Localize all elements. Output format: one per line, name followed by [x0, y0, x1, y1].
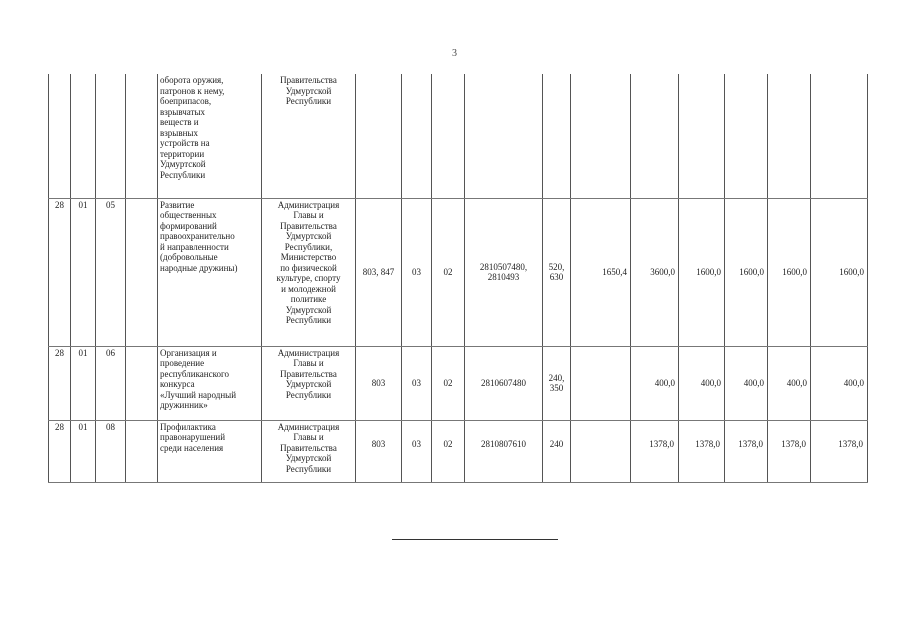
cell-grbs: 803 — [356, 420, 402, 482]
table-row — [49, 198, 868, 346]
cell-pp: 01 — [71, 346, 96, 420]
cell-value: 1600,0 — [768, 198, 811, 346]
cell-grbs — [356, 74, 402, 198]
cell-value — [631, 74, 679, 198]
cell-value — [571, 346, 631, 420]
cell-gp: 28 — [49, 420, 71, 482]
cell-m — [126, 74, 158, 198]
cell-vr: 240, 350 — [543, 346, 571, 420]
cell-value — [725, 74, 768, 198]
table-row — [49, 346, 868, 420]
cell-value: 1378,0 — [679, 420, 725, 482]
cell-gp — [49, 74, 71, 198]
cell-pr — [432, 74, 465, 198]
cell-value: 1600,0 — [725, 198, 768, 346]
cell-vr: 520, 630 — [543, 198, 571, 346]
cell-gp: 28 — [49, 346, 71, 420]
cell-description: Развитие общественных формирований правоохранительно й направленности (добровольные народные дружины) — [158, 198, 262, 346]
cell-description: оборота оружия, патронов к нему, боеприпасов, взрывчатых веществ и взрывных устройств на территории Удмуртской Республики — [158, 74, 262, 198]
cell-value — [571, 74, 631, 198]
table-row — [49, 420, 868, 482]
cell-rz: 03 — [402, 346, 432, 420]
cell-rz: 03 — [402, 420, 432, 482]
cell-rz — [402, 74, 432, 198]
cell-value: 1378,0 — [725, 420, 768, 482]
cell-pp — [71, 74, 96, 198]
cell-csr: 2810507480, 2810493 — [465, 198, 543, 346]
cell-value: 1378,0 — [811, 420, 868, 482]
cell-executor: Администрация Главы и Правительства Удмуртской Республики — [262, 420, 356, 482]
cell-csr: 2810607480 — [465, 346, 543, 420]
cell-value — [811, 74, 868, 198]
cell-vr — [543, 74, 571, 198]
cell-vr: 240 — [543, 420, 571, 482]
cell-csr — [465, 74, 543, 198]
cell-pr: 02 — [432, 346, 465, 420]
cell-value: 400,0 — [768, 346, 811, 420]
table-row-continuation — [49, 74, 868, 198]
cell-m — [126, 346, 158, 420]
cell-gp: 28 — [49, 198, 71, 346]
cell-m — [126, 420, 158, 482]
budget-table — [48, 74, 868, 483]
cell-description: Профилактика правонарушений среди населения — [158, 420, 262, 482]
cell-csr: 2810807610 — [465, 420, 543, 482]
cell-executor: Администрация Главы и Правительства Удмуртской Республики — [262, 346, 356, 420]
cell-pr: 02 — [432, 420, 465, 482]
cell-rz: 03 — [402, 198, 432, 346]
cell-value — [679, 74, 725, 198]
cell-value: 400,0 — [631, 346, 679, 420]
cell-value: 1650,4 — [571, 198, 631, 346]
cell-value — [571, 420, 631, 482]
cell-pr: 02 — [432, 198, 465, 346]
cell-value: 1600,0 — [811, 198, 868, 346]
cell-value: 1600,0 — [679, 198, 725, 346]
cell-executor: Администрация Главы и Правительства Удмуртской Республики, Министерство по физической культуре, спорту и молодежной политике Удмуртской Республики — [262, 198, 356, 346]
cell-grbs: 803 — [356, 346, 402, 420]
cell-executor: Правительства Удмуртской Республики — [262, 74, 356, 198]
cell-value: 1378,0 — [631, 420, 679, 482]
cell-description: Организация и проведение республиканского конкурса «Лучший народный дружинник» — [158, 346, 262, 420]
cell-grbs: 803, 847 — [356, 198, 402, 346]
page-number: 3 — [452, 48, 457, 59]
cell-om: 06 — [96, 346, 126, 420]
cell-value: 400,0 — [725, 346, 768, 420]
cell-om: 05 — [96, 198, 126, 346]
cell-om: 08 — [96, 420, 126, 482]
cell-pp: 01 — [71, 198, 96, 346]
cell-m — [126, 198, 158, 346]
cell-value: 400,0 — [679, 346, 725, 420]
cell-om — [96, 74, 126, 198]
cell-value — [768, 74, 811, 198]
signature-line — [392, 539, 558, 540]
cell-value: 1378,0 — [768, 420, 811, 482]
cell-pp: 01 — [71, 420, 96, 482]
cell-value: 400,0 — [811, 346, 868, 420]
cell-value: 3600,0 — [631, 198, 679, 346]
